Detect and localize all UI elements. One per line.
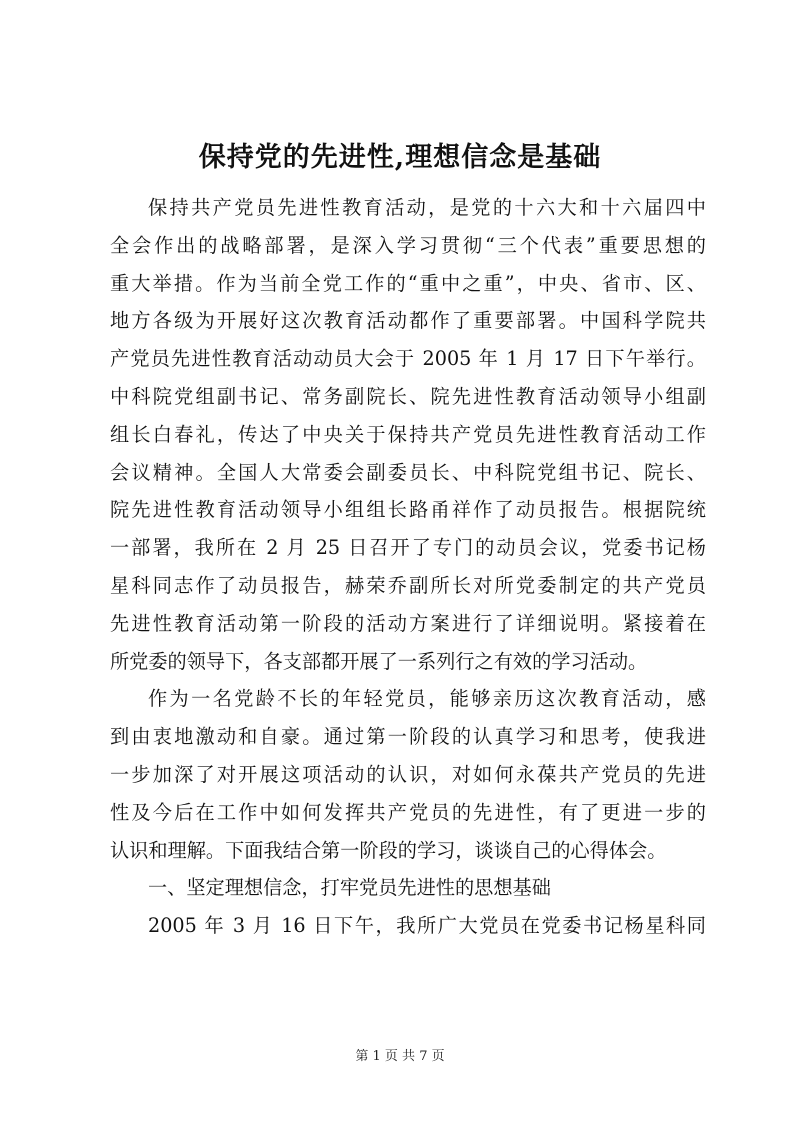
page-footer: 第 1 页 共 7 页 xyxy=(355,1049,445,1064)
paragraph-1-line-5: 产党员先进性教育活动动员大会于 2005 年 1 月 17 日下午举行。 xyxy=(110,347,706,371)
paragraph-1-line-13: 所党委的领导下，各支部都开展了一系列行之有效的学习活动。 xyxy=(110,649,648,673)
paragraph-1-line-8: 会议精神。全国人大常委会副委员长、中科院党组书记、院长、 xyxy=(110,460,706,484)
paragraph-1-line-1: 保持共产党员先进性教育活动，是党的十六大和十六届四中 xyxy=(148,196,706,219)
paragraph-1-line-9: 院先进性教育活动领导小组组长路甬祥作了动员报告。根据院统 xyxy=(110,498,706,522)
paragraph-2-line-5: 认识和理解。下面我结合第一阶段的学习，谈谈自己的心得体会。 xyxy=(110,838,667,862)
paragraph-1-line-11: 星科同志作了动员报告，赫荣乔副所长对所党委制定的共产党员 xyxy=(110,573,706,597)
document-title: 保持党的先进性,理想信念是基础 xyxy=(198,142,602,173)
paragraph-1-line-2: 全会作出的战略部署，是深入学习贯彻“三个代表”重要思想的 xyxy=(110,233,706,257)
paragraph-1-line-4: 地方各级为开展好这次教育活动都作了重要部署。中国科学院共 xyxy=(110,309,706,333)
paragraph-1-line-3: 重大举措。作为当前全党工作的“重中之重”，中央、省市、区、 xyxy=(110,271,706,295)
paragraph-1-line-6: 中科院党组副书记、常务副院长、院先进性教育活动领导小组副 xyxy=(110,384,706,408)
paragraph-2-line-3: 一步加深了对开展这项活动的认识，对如何永葆共产党员的先进 xyxy=(110,762,706,786)
paragraph-1-line-10: 一部署，我所在 2 月 25 日召开了专门的动员会议，党委书记杨 xyxy=(110,536,706,560)
document-body xyxy=(110,189,706,945)
paragraph-1-line-7: 组长白春礼，传达了中央关于保持共产党员先进性教育活动工作 xyxy=(110,422,706,446)
section-heading-1: 一、坚定理想信念，打牢党员先进性的思想基础 xyxy=(148,876,551,900)
paragraph-2-line-4: 性及今后在工作中如何发挥共产党员的先进性，有了更进一步的 xyxy=(110,800,706,824)
paragraph-2-line-2: 到由衷地激动和自豪。通过第一阶段的认真学习和思考，使我进 xyxy=(110,725,706,749)
paragraph-2-line-1: 作为一名党龄不长的年轻党员，能够亲历这次教育活动，感 xyxy=(148,687,706,711)
paragraph-1-line-12: 先进性教育活动第一阶段的活动方案进行了详细说明。紧接着在 xyxy=(110,611,706,635)
paragraph-3-line-1: 2005 年 3 月 16 日下午，我所广大党员在党委书记杨星科同 xyxy=(148,914,706,938)
